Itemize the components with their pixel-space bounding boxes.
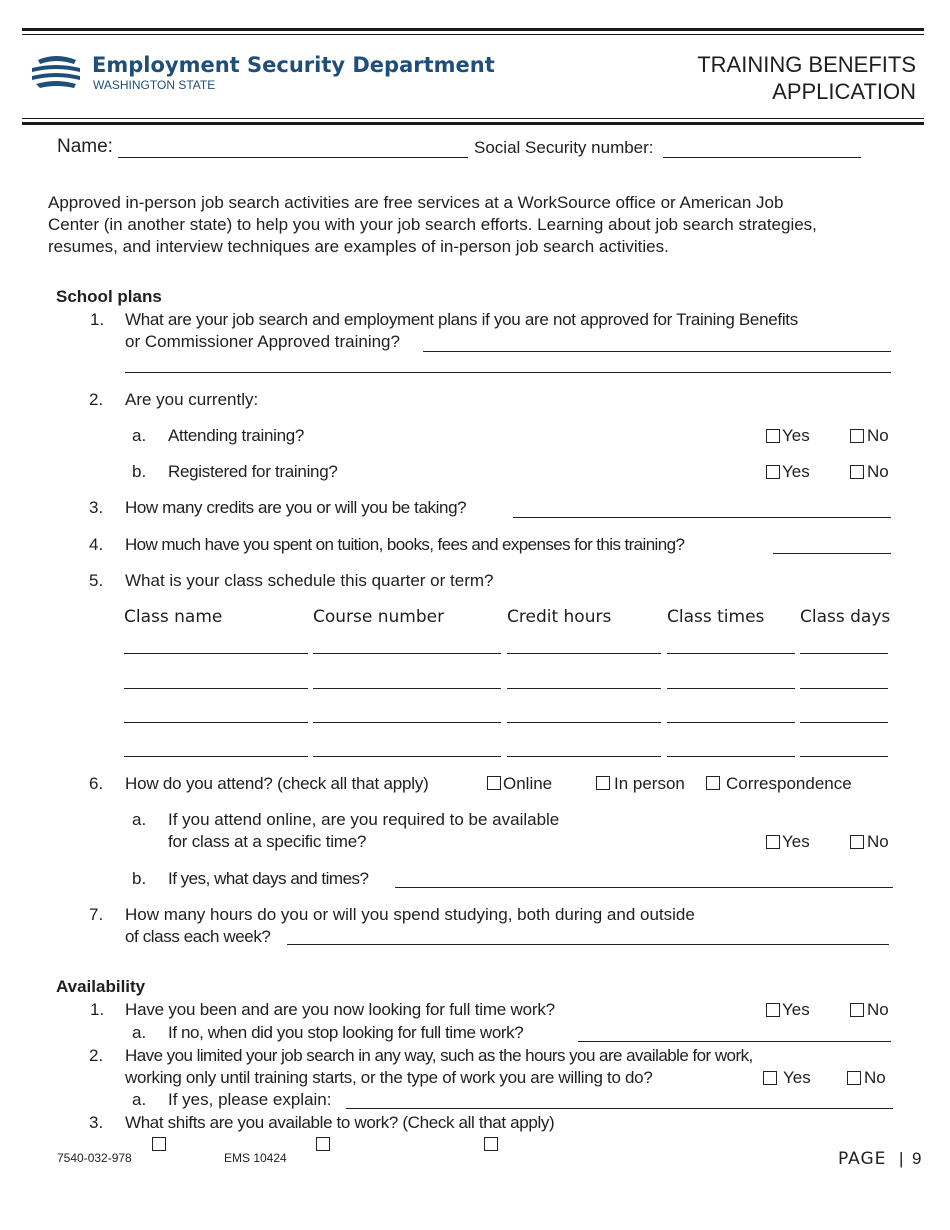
school-q6b-letter: b. [132,869,147,888]
schedule-cell[interactable] [507,688,661,689]
school-q7-number: 7. [89,905,104,924]
col-credit-hours: Credit hours [507,607,612,627]
school-q3-text: How many credits are you or will you be taking? [125,498,467,517]
ssn-field[interactable] [663,157,861,158]
avail-q1-no-checkbox[interactable] [850,1003,864,1017]
avail-q2-no-label: No [864,1068,886,1087]
school-q2a-yes-label: Yes [782,426,810,445]
school-q2b-yes-checkbox[interactable] [766,465,780,479]
avail-q3-text: What shifts are you available to work? (Check all that apply) [125,1113,555,1132]
school-q2b-text: Registered for training? [168,462,338,481]
school-q6b-field[interactable] [395,887,893,888]
school-q6-text: How do you attend? (check all that apply) [125,774,429,793]
top-rule-2 [22,34,924,35]
avail-q2a-letter: a. [132,1090,147,1109]
top-rule-1 [22,28,924,31]
school-q5-number: 5. [89,571,104,590]
schedule-cell[interactable] [800,688,888,689]
avail-q1-no-label: No [867,1000,889,1019]
attend-online-checkbox[interactable] [487,776,501,790]
intro-line-1: Approved in-person job search activities are free services at a WorkSource office or American Job [48,193,784,212]
schedule-cell[interactable] [313,722,501,723]
school-q6a-no-label: No [867,832,889,851]
shift-checkbox-1[interactable] [152,1137,166,1151]
school-q2a-yes-checkbox[interactable] [766,429,780,443]
schedule-cell[interactable] [124,653,308,654]
schedule-cell[interactable] [124,722,308,723]
schedule-cell[interactable] [507,653,661,654]
schedule-cell[interactable] [800,722,888,723]
school-q6a-line1: If you attend online, are you required to be available [168,810,560,829]
school-q4-number: 4. [89,535,104,554]
avail-q1-number: 1. [90,1000,105,1019]
school-q2-number: 2. [89,390,104,409]
avail-q1a-field[interactable] [578,1041,891,1042]
page-label: PAGE [838,1149,887,1169]
avail-q2-number: 2. [89,1046,104,1065]
avail-q1-yes-checkbox[interactable] [766,1003,780,1017]
school-q1-line2: or Commissioner Approved training? [125,332,400,351]
schedule-cell[interactable] [667,756,795,757]
school-q2a-letter: a. [132,426,147,445]
avail-q2a-text: If yes, please explain: [168,1090,332,1109]
avail-q1a-letter: a. [132,1023,147,1042]
form-title-line2: APPLICATION [772,79,916,104]
ems-number: EMS 10424 [224,1151,287,1165]
schedule-cell[interactable] [313,756,501,757]
school-q2b-letter: b. [132,462,147,481]
school-q2a-no-checkbox[interactable] [850,429,864,443]
schedule-cell[interactable] [667,653,795,654]
avail-q2-line2: working only until training starts, or the type of work you are willing to do? [125,1068,653,1087]
header-rule-1 [22,118,924,119]
school-q4-text: How much have you spent on tuition, books, fees and expenses for this training? [125,535,685,554]
avail-q1a-text: If no, when did you stop looking for full time work? [168,1023,524,1042]
schedule-cell[interactable] [507,756,661,757]
attend-online-label: Online [503,774,553,793]
school-q6a-line2: for class at a specific time? [168,832,367,851]
schedule-cell[interactable] [507,722,661,723]
avail-q1-text: Have you been and are you now looking for full time work? [125,1000,555,1019]
school-q3-number: 3. [89,498,104,517]
school-q7-line2: of class each week? [125,927,271,946]
avail-q2a-field[interactable] [346,1108,893,1109]
schedule-cell[interactable] [124,688,308,689]
form-number: 7540-032-978 [57,1151,132,1165]
schedule-cell[interactable] [667,688,795,689]
avail-q2-line1: Have you limited your job search in any way, such as the hours you are available for work, [125,1046,753,1065]
school-q1-line1: What are your job search and employment plans if you are not approved for Training Benefits [125,310,798,329]
school-q6a-yes-checkbox[interactable] [766,835,780,849]
school-q6a-no-checkbox[interactable] [850,835,864,849]
ssn-label: Social Security number: [474,138,654,157]
col-class-name: Class name [124,607,223,627]
page-separator: | [899,1149,904,1168]
avail-q2-yes-label: Yes [783,1068,811,1087]
school-q4-field[interactable] [773,553,891,554]
attend-in-person-checkbox[interactable] [596,776,610,790]
esd-logo-icon [30,54,82,92]
avail-q3-number: 3. [89,1113,104,1132]
shift-checkbox-3[interactable] [484,1137,498,1151]
page-number: 9 [912,1149,922,1168]
school-q5-text: What is your class schedule this quarter or term? [125,571,494,590]
school-q3-field[interactable] [513,517,891,518]
school-q7-line1: How many hours do you or will you spend studying, both during and outside [125,905,695,924]
schedule-cell[interactable] [800,756,888,757]
school-q2b-no-label: No [867,462,889,481]
attend-in-person-label: In person [614,774,685,793]
school-q6a-letter: a. [132,810,147,829]
schedule-cell[interactable] [313,688,501,689]
header-rule-2 [22,122,924,125]
avail-q1-yes-label: Yes [782,1000,810,1019]
attend-correspondence-checkbox[interactable] [706,776,720,790]
school-q2-text: Are you currently: [125,390,259,409]
name-field[interactable] [118,157,468,158]
school-q1-field[interactable] [423,351,891,352]
school-q2b-yes-label: Yes [782,462,810,481]
attend-correspondence-label: Correspondence [726,774,852,793]
availability-heading: Availability [56,977,146,996]
schedule-cell[interactable] [800,653,888,654]
org-name: Employment Security Department [92,53,495,77]
school-q6-number: 6. [89,774,104,793]
school-q2a-text: Attending training? [168,426,305,445]
avail-q2-yes-checkbox[interactable] [763,1071,777,1085]
school-q1-field-2[interactable] [125,372,891,373]
schedule-cell[interactable] [313,653,501,654]
school-plans-heading: School plans [56,287,162,306]
form-title-line1: TRAINING BENEFITS [697,52,916,77]
intro-line-3: resumes, and interview techniques are examples of in-person job search activities. [48,237,669,256]
avail-q2-no-checkbox[interactable] [847,1071,861,1085]
shift-checkbox-2[interactable] [316,1137,330,1151]
schedule-cell[interactable] [124,756,308,757]
col-course-number: Course number [313,607,445,627]
org-state: WASHINGTON STATE [93,78,216,92]
school-q1-number: 1. [90,310,105,329]
intro-line-2: Center (in another state) to help you with your job search efforts. Learning about job search strategies, [48,215,817,234]
col-class-times: Class times [667,607,765,627]
school-q2a-no-label: No [867,426,889,445]
school-q6b-text: If yes, what days and times? [168,869,369,888]
school-q2b-no-checkbox[interactable] [850,465,864,479]
school-q6a-yes-label: Yes [782,832,810,851]
col-class-days: Class days [800,607,891,627]
school-q7-field[interactable] [287,944,889,945]
schedule-cell[interactable] [667,722,795,723]
name-label: Name: [57,136,113,157]
